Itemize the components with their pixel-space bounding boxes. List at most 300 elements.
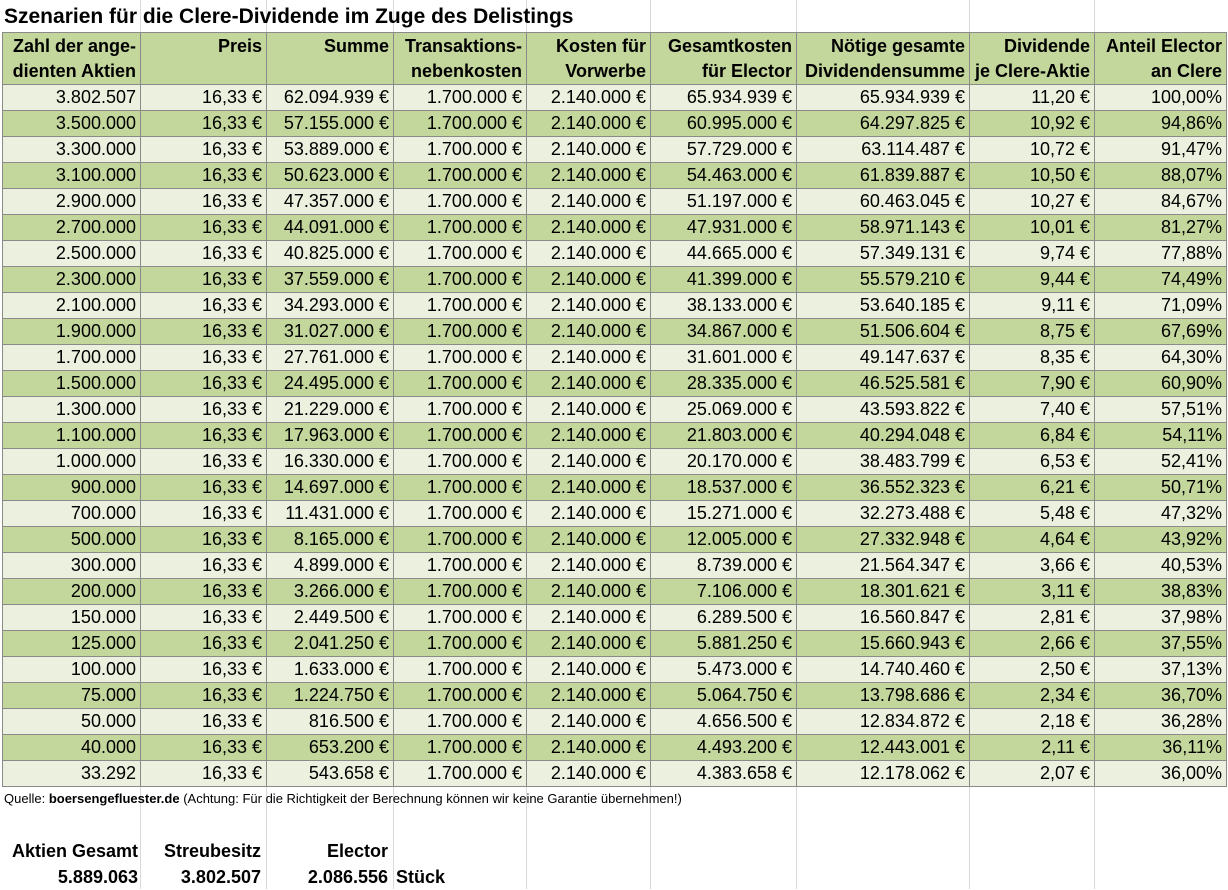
summary-label-elector[interactable]: Elector [326,841,388,861]
cell-elector-share[interactable]: 43,92% [1095,527,1227,553]
cell-total-costs[interactable]: 51.197.000 € [651,189,797,215]
cell-dividend-total[interactable]: 64.297.825 € [797,111,970,137]
cell-dividend-per-share[interactable]: 2,66 € [970,631,1095,657]
header-line: Preis [217,35,262,56]
cell-sum[interactable]: 4.899.000 € [267,553,394,579]
cell-shares[interactable]: 3.802.507 [3,85,141,111]
cell-total-costs[interactable]: 4.383.658 € [651,761,797,787]
table-row [3,657,1227,683]
table-row [3,553,1227,579]
cell-sum[interactable]: 3.266.000 € [267,579,394,605]
summary-value-free-float[interactable]: 3.802.507 [180,867,261,887]
cell-price[interactable]: 16,33 € [141,111,267,137]
cell-total-costs[interactable]: 12.005.000 € [651,527,797,553]
sheet-title[interactable]: Szenarien für die Clere-Dividende im Zuge des Delistings [4,5,574,28]
header-line: Anteil Elector [1105,35,1222,56]
cell-dividend-total[interactable]: 49.147.637 € [797,345,970,371]
cell-total-costs[interactable]: 34.867.000 € [651,319,797,345]
cell-transaction-costs[interactable]: 1.700.000 € [394,501,527,527]
cell-pre-purchase-costs[interactable]: 2.140.000 € [527,397,651,423]
cell-total-costs[interactable]: 20.170.000 € [651,449,797,475]
table-row [3,475,1227,501]
cell-sum[interactable]: 34.293.000 € [267,293,394,319]
cell-shares[interactable]: 2.100.000 [3,293,141,319]
cell-dividend-total[interactable]: 18.301.621 € [797,579,970,605]
cell-sum[interactable]: 653.200 € [267,735,394,761]
cell-pre-purchase-costs[interactable]: 2.140.000 € [527,683,651,709]
summary-value-elector[interactable]: 2.086.556 [307,867,388,887]
cell-dividend-total[interactable]: 12.834.872 € [797,709,970,735]
cell-dividend-per-share[interactable]: 7,90 € [970,371,1095,397]
cell-elector-share[interactable]: 40,53% [1095,553,1227,579]
table-row [3,631,1227,657]
summary-unit[interactable]: Stück [396,867,446,887]
cell-pre-purchase-costs[interactable]: 2.140.000 € [527,605,651,631]
cell-shares[interactable]: 1.900.000 [3,319,141,345]
cell-dividend-total[interactable]: 58.971.143 € [797,215,970,241]
cell-transaction-costs[interactable]: 1.700.000 € [394,319,527,345]
cell-sum[interactable]: 21.229.000 € [267,397,394,423]
cell-sum[interactable]: 50.623.000 € [267,163,394,189]
cell-dividend-total[interactable]: 13.798.686 € [797,683,970,709]
header-cell-total-costs[interactable] [651,33,797,85]
cell-sum[interactable]: 2.449.500 € [267,605,394,631]
cell-dividend-per-share[interactable]: 3,11 € [970,579,1095,605]
cell-price[interactable]: 16,33 € [141,267,267,293]
cell-total-costs[interactable]: 25.069.000 € [651,397,797,423]
cell-dividend-per-share[interactable]: 2,34 € [970,683,1095,709]
cell-shares[interactable]: 75.000 [3,683,141,709]
table-row [3,449,1227,475]
cell-shares[interactable]: 150.000 [3,605,141,631]
cell-transaction-costs[interactable]: 1.700.000 € [394,85,527,111]
cell-transaction-costs[interactable]: 1.700.000 € [394,163,527,189]
table-body [3,85,1227,787]
cell-dividend-per-share[interactable]: 10,72 € [970,137,1095,163]
cell-total-costs[interactable]: 57.729.000 € [651,137,797,163]
source-note[interactable] [4,788,682,810]
cell-price[interactable]: 16,33 € [141,683,267,709]
cell-sum[interactable]: 40.825.000 € [267,241,394,267]
cell-dividend-total[interactable]: 43.593.822 € [797,397,970,423]
cell-sum[interactable]: 8.165.000 € [267,527,394,553]
cell-total-costs[interactable]: 60.995.000 € [651,111,797,137]
cell-dividend-per-share[interactable]: 11,20 € [970,85,1095,111]
cell-price[interactable]: 16,33 € [141,319,267,345]
cell-elector-share[interactable]: 91,47% [1095,137,1227,163]
cell-pre-purchase-costs[interactable]: 2.140.000 € [527,449,651,475]
cell-total-costs[interactable]: 6.289.500 € [651,605,797,631]
cell-dividend-per-share[interactable]: 10,92 € [970,111,1095,137]
cell-elector-share[interactable]: 67,69% [1095,319,1227,345]
cell-sum[interactable]: 2.041.250 € [267,631,394,657]
cell-dividend-total[interactable]: 53.640.185 € [797,293,970,319]
cell-price[interactable]: 16,33 € [141,215,267,241]
cell-elector-share[interactable]: 57,51% [1095,397,1227,423]
cell-sum[interactable]: 27.761.000 € [267,345,394,371]
header-cell-dividend-per-share[interactable] [970,33,1095,85]
table-row [3,189,1227,215]
cell-pre-purchase-costs[interactable]: 2.140.000 € [527,631,651,657]
cell-pre-purchase-costs[interactable]: 2.140.000 € [527,267,651,293]
cell-elector-share[interactable]: 88,07% [1095,163,1227,189]
cell-shares[interactable]: 40.000 [3,735,141,761]
cell-total-costs[interactable]: 5.881.250 € [651,631,797,657]
cell-pre-purchase-costs[interactable]: 2.140.000 € [527,293,651,319]
header-line [269,59,389,84]
cell-shares[interactable]: 3.300.000 [3,137,141,163]
cell-transaction-costs[interactable]: 1.700.000 € [394,631,527,657]
cell-total-costs[interactable]: 28.335.000 € [651,371,797,397]
cell-total-costs[interactable]: 38.133.000 € [651,293,797,319]
header-line: Summe [323,35,389,56]
cell-sum[interactable]: 57.155.000 € [267,111,394,137]
cell-transaction-costs[interactable]: 1.700.000 € [394,345,527,371]
cell-elector-share[interactable]: 38,83% [1095,579,1227,605]
cell-dividend-per-share[interactable]: 9,44 € [970,267,1095,293]
cell-pre-purchase-costs[interactable]: 2.140.000 € [527,709,651,735]
cell-total-costs[interactable]: 7.106.000 € [651,579,797,605]
cell-elector-share[interactable]: 100,00% [1095,85,1227,111]
cell-transaction-costs[interactable]: 1.700.000 € [394,709,527,735]
cell-total-costs[interactable]: 44.665.000 € [651,241,797,267]
cell-total-costs[interactable]: 65.934.939 € [651,85,797,111]
cell-total-costs[interactable]: 31.601.000 € [651,345,797,371]
cell-shares[interactable]: 33.292 [3,761,141,787]
cell-sum[interactable]: 17.963.000 € [267,423,394,449]
cell-shares[interactable]: 125.000 [3,631,141,657]
cell-transaction-costs[interactable]: 1.700.000 € [394,371,527,397]
cell-elector-share[interactable]: 74,49% [1095,267,1227,293]
cell-dividend-per-share[interactable]: 8,75 € [970,319,1095,345]
cell-shares[interactable]: 300.000 [3,553,141,579]
cell-sum[interactable]: 16.330.000 € [267,449,394,475]
cell-shares[interactable]: 700.000 [3,501,141,527]
cell-pre-purchase-costs[interactable]: 2.140.000 € [527,189,651,215]
table-row [3,111,1227,137]
cell-transaction-costs[interactable]: 1.700.000 € [394,657,527,683]
header-line: Dividende [1003,35,1090,56]
cell-price[interactable]: 16,33 € [141,345,267,371]
table-row [3,319,1227,345]
cell-dividend-total[interactable]: 12.443.001 € [797,735,970,761]
table-row [3,709,1227,735]
cell-elector-share[interactable]: 47,32% [1095,501,1227,527]
cell-sum[interactable]: 44.091.000 € [267,215,394,241]
cell-pre-purchase-costs[interactable]: 2.140.000 € [527,137,651,163]
cell-transaction-costs[interactable]: 1.700.000 € [394,475,527,501]
cell-pre-purchase-costs[interactable]: 2.140.000 € [527,345,651,371]
cell-sum[interactable]: 62.094.939 € [267,85,394,111]
cell-elector-share[interactable]: 81,27% [1095,215,1227,241]
cell-price[interactable]: 16,33 € [141,501,267,527]
cell-transaction-costs[interactable]: 1.700.000 € [394,761,527,787]
cell-dividend-total[interactable]: 46.525.581 € [797,371,970,397]
cell-price[interactable]: 16,33 € [141,553,267,579]
table-row [3,163,1227,189]
cell-price[interactable]: 16,33 € [141,397,267,423]
cell-elector-share[interactable]: 37,13% [1095,657,1227,683]
cell-dividend-total[interactable]: 21.564.347 € [797,553,970,579]
cell-elector-share[interactable]: 36,00% [1095,761,1227,787]
cell-dividend-per-share[interactable]: 5,48 € [970,501,1095,527]
cell-total-costs[interactable]: 4.493.200 € [651,735,797,761]
cell-shares[interactable]: 100.000 [3,657,141,683]
cell-dividend-total[interactable]: 51.506.604 € [797,319,970,345]
cell-shares[interactable]: 3.500.000 [3,111,141,137]
cell-total-costs[interactable]: 15.271.000 € [651,501,797,527]
header-cell-sum[interactable] [267,33,394,85]
cell-dividend-per-share[interactable]: 6,21 € [970,475,1095,501]
cell-dividend-per-share[interactable]: 10,27 € [970,189,1095,215]
cell-dividend-total[interactable]: 60.463.045 € [797,189,970,215]
cell-transaction-costs[interactable]: 1.700.000 € [394,137,527,163]
header-cell-dividend-total[interactable] [797,33,970,85]
cell-shares[interactable]: 200.000 [3,579,141,605]
cell-dividend-per-share[interactable]: 8,35 € [970,345,1095,371]
cell-transaction-costs[interactable]: 1.700.000 € [394,241,527,267]
header-line: dienten Aktien [12,60,136,81]
cell-price[interactable]: 16,33 € [141,163,267,189]
cell-dividend-per-share[interactable]: 7,40 € [970,397,1095,423]
cell-price[interactable]: 16,33 € [141,475,267,501]
header-line [143,59,262,84]
cell-total-costs[interactable]: 47.931.000 € [651,215,797,241]
cell-shares[interactable]: 50.000 [3,709,141,735]
cell-elector-share[interactable]: 50,71% [1095,475,1227,501]
cell-elector-share[interactable]: 37,55% [1095,631,1227,657]
cell-sum[interactable]: 1.633.000 € [267,657,394,683]
cell-price[interactable]: 16,33 € [141,137,267,163]
cell-transaction-costs[interactable]: 1.700.000 € [394,111,527,137]
table-row [3,735,1227,761]
cell-total-costs[interactable]: 54.463.000 € [651,163,797,189]
header-line: an Clere [1150,60,1222,81]
cell-dividend-per-share[interactable]: 3,66 € [970,553,1095,579]
cell-price[interactable]: 16,33 € [141,371,267,397]
cell-pre-purchase-costs[interactable]: 2.140.000 € [527,579,651,605]
cell-transaction-costs[interactable]: 1.700.000 € [394,215,527,241]
cell-price[interactable]: 16,33 € [141,189,267,215]
cell-elector-share[interactable]: 36,70% [1095,683,1227,709]
cell-total-costs[interactable]: 18.537.000 € [651,475,797,501]
cell-shares[interactable]: 2.900.000 [3,189,141,215]
cell-transaction-costs[interactable]: 1.700.000 € [394,423,527,449]
cell-dividend-total[interactable]: 16.560.847 € [797,605,970,631]
cell-shares[interactable]: 1.000.000 [3,449,141,475]
cell-price[interactable]: 16,33 € [141,709,267,735]
cell-sum[interactable]: 816.500 € [267,709,394,735]
cell-price[interactable]: 16,33 € [141,423,267,449]
source-disclaimer: (Achtung: Für die Richtigkeit der Berechnung können wir keine Garantie übernehmen!) [179,791,682,806]
cell-price[interactable]: 16,33 € [141,579,267,605]
table-row [3,761,1227,787]
cell-shares[interactable]: 1.500.000 [3,371,141,397]
cell-sum[interactable]: 31.027.000 € [267,319,394,345]
cell-elector-share[interactable]: 84,67% [1095,189,1227,215]
table-row [3,241,1227,267]
cell-dividend-total[interactable]: 36.552.323 € [797,475,970,501]
cell-total-costs[interactable]: 5.473.000 € [651,657,797,683]
header-cell-transaction-costs[interactable] [394,33,527,85]
cell-shares[interactable]: 1.700.000 [3,345,141,371]
cell-dividend-total[interactable]: 61.839.887 € [797,163,970,189]
cell-dividend-per-share[interactable]: 10,01 € [970,215,1095,241]
cell-dividend-total[interactable]: 15.660.943 € [797,631,970,657]
cell-transaction-costs[interactable]: 1.700.000 € [394,683,527,709]
cell-dividend-total[interactable]: 65.934.939 € [797,85,970,111]
cell-total-costs[interactable]: 8.739.000 € [651,553,797,579]
cell-dividend-total[interactable]: 14.740.460 € [797,657,970,683]
summary-value-total-shares[interactable]: 5.889.063 [57,867,138,887]
table-row [3,345,1227,371]
cell-transaction-costs[interactable]: 1.700.000 € [394,605,527,631]
cell-dividend-total[interactable]: 63.114.487 € [797,137,970,163]
cell-pre-purchase-costs[interactable]: 2.140.000 € [527,241,651,267]
cell-transaction-costs[interactable]: 1.700.000 € [394,267,527,293]
cell-sum[interactable]: 24.495.000 € [267,371,394,397]
table-row [3,371,1227,397]
header-line: Transaktions- [404,35,522,56]
cell-dividend-per-share[interactable]: 10,50 € [970,163,1095,189]
cell-dividend-total[interactable]: 40.294.048 € [797,423,970,449]
cell-shares[interactable]: 1.100.000 [3,423,141,449]
cell-pre-purchase-costs[interactable]: 2.140.000 € [527,215,651,241]
cell-price[interactable]: 16,33 € [141,293,267,319]
cell-sum[interactable]: 47.357.000 € [267,189,394,215]
cell-sum[interactable]: 14.697.000 € [267,475,394,501]
cell-total-costs[interactable]: 5.064.750 € [651,683,797,709]
cell-price[interactable]: 16,33 € [141,657,267,683]
cell-pre-purchase-costs[interactable]: 2.140.000 € [527,85,651,111]
cell-pre-purchase-costs[interactable]: 2.140.000 € [527,371,651,397]
cell-dividend-total[interactable]: 32.273.488 € [797,501,970,527]
cell-sum[interactable]: 53.889.000 € [267,137,394,163]
cell-total-costs[interactable]: 21.803.000 € [651,423,797,449]
cell-elector-share[interactable]: 71,09% [1095,293,1227,319]
cell-shares[interactable]: 1.300.000 [3,397,141,423]
cell-elector-share[interactable]: 52,41% [1095,449,1227,475]
cell-sum[interactable]: 1.224.750 € [267,683,394,709]
table-row [3,579,1227,605]
cell-dividend-total[interactable]: 55.579.210 € [797,267,970,293]
cell-transaction-costs[interactable]: 1.700.000 € [394,579,527,605]
cell-pre-purchase-costs[interactable]: 2.140.000 € [527,163,651,189]
header-line: nebenkosten [410,60,522,81]
cell-dividend-per-share[interactable]: 2,18 € [970,709,1095,735]
cell-price[interactable]: 16,33 € [141,761,267,787]
cell-elector-share[interactable]: 60,90% [1095,371,1227,397]
source-site: boersengefluester.de [48,791,180,806]
cell-dividend-per-share[interactable]: 6,53 € [970,449,1095,475]
cell-transaction-costs[interactable]: 1.700.000 € [394,293,527,319]
cell-dividend-per-share[interactable]: 6,84 € [970,423,1095,449]
cell-pre-purchase-costs[interactable]: 2.140.000 € [527,761,651,787]
header-cell-elector-share[interactable] [1095,33,1227,85]
table-row [3,267,1227,293]
cell-dividend-per-share[interactable]: 2,81 € [970,605,1095,631]
cell-elector-share[interactable]: 64,30% [1095,345,1227,371]
scenario-table [2,32,1227,787]
header-cell-price[interactable] [141,33,267,85]
summary-label-total-shares[interactable]: Aktien Gesamt [11,841,138,861]
cell-dividend-per-share[interactable]: 9,74 € [970,241,1095,267]
cell-pre-purchase-costs[interactable]: 2.140.000 € [527,735,651,761]
cell-pre-purchase-costs[interactable]: 2.140.000 € [527,657,651,683]
cell-pre-purchase-costs[interactable]: 2.140.000 € [527,111,651,137]
cell-pre-purchase-costs[interactable]: 2.140.000 € [527,501,651,527]
cell-dividend-total[interactable]: 57.349.131 € [797,241,970,267]
cell-pre-purchase-costs[interactable]: 2.140.000 € [527,423,651,449]
cell-sum[interactable]: 37.559.000 € [267,267,394,293]
cell-price[interactable]: 16,33 € [141,527,267,553]
cell-elector-share[interactable]: 36,28% [1095,709,1227,735]
summary-label-free-float[interactable]: Streubesitz [163,841,261,861]
cell-pre-purchase-costs[interactable]: 2.140.000 € [527,553,651,579]
cell-dividend-total[interactable]: 12.178.062 € [797,761,970,787]
cell-shares[interactable]: 3.100.000 [3,163,141,189]
cell-pre-purchase-costs[interactable]: 2.140.000 € [527,475,651,501]
cell-elector-share[interactable]: 54,11% [1095,423,1227,449]
header-line: Gesamtkosten [667,35,792,56]
cell-transaction-costs[interactable]: 1.700.000 € [394,527,527,553]
header-line: für Elector [701,60,792,81]
header-line: Nötige gesamte [830,35,965,56]
cell-pre-purchase-costs[interactable]: 2.140.000 € [527,527,651,553]
cell-elector-share[interactable]: 77,88% [1095,241,1227,267]
cell-total-costs[interactable]: 41.399.000 € [651,267,797,293]
cell-transaction-costs[interactable]: 1.700.000 € [394,397,527,423]
cell-dividend-per-share[interactable]: 2,50 € [970,657,1095,683]
cell-shares[interactable]: 900.000 [3,475,141,501]
cell-price[interactable]: 16,33 € [141,605,267,631]
cell-dividend-per-share[interactable]: 2,11 € [970,735,1095,761]
header-line: Kosten für [556,35,646,56]
header-cell-pre-purchase-costs[interactable] [527,33,651,85]
cell-dividend-per-share[interactable]: 4,64 € [970,527,1095,553]
cell-shares[interactable]: 2.500.000 [3,241,141,267]
cell-sum[interactable]: 11.431.000 € [267,501,394,527]
cell-elector-share[interactable]: 37,98% [1095,605,1227,631]
cell-total-costs[interactable]: 4.656.500 € [651,709,797,735]
cell-shares[interactable]: 500.000 [3,527,141,553]
cell-transaction-costs[interactable]: 1.700.000 € [394,449,527,475]
cell-dividend-total[interactable]: 38.483.799 € [797,449,970,475]
cell-elector-share[interactable]: 94,86% [1095,111,1227,137]
cell-sum[interactable]: 543.658 € [267,761,394,787]
table-row [3,683,1227,709]
cell-dividend-total[interactable]: 27.332.948 € [797,527,970,553]
cell-price[interactable]: 16,33 € [141,241,267,267]
cell-shares[interactable]: 2.700.000 [3,215,141,241]
cell-shares[interactable]: 2.300.000 [3,267,141,293]
cell-price[interactable]: 16,33 € [141,735,267,761]
header-cell-shares[interactable] [3,33,141,85]
cell-transaction-costs[interactable]: 1.700.000 € [394,553,527,579]
cell-price[interactable]: 16,33 € [141,449,267,475]
cell-price[interactable]: 16,33 € [141,85,267,111]
table-row [3,423,1227,449]
cell-dividend-per-share[interactable]: 9,11 € [970,293,1095,319]
cell-pre-purchase-costs[interactable]: 2.140.000 € [527,319,651,345]
cell-price[interactable]: 16,33 € [141,631,267,657]
cell-elector-share[interactable]: 36,11% [1095,735,1227,761]
cell-transaction-costs[interactable]: 1.700.000 € [394,189,527,215]
cell-transaction-costs[interactable]: 1.700.000 € [394,735,527,761]
cell-dividend-per-share[interactable]: 2,07 € [970,761,1095,787]
header-line: Vorwerbe [565,60,646,81]
table-row [3,293,1227,319]
